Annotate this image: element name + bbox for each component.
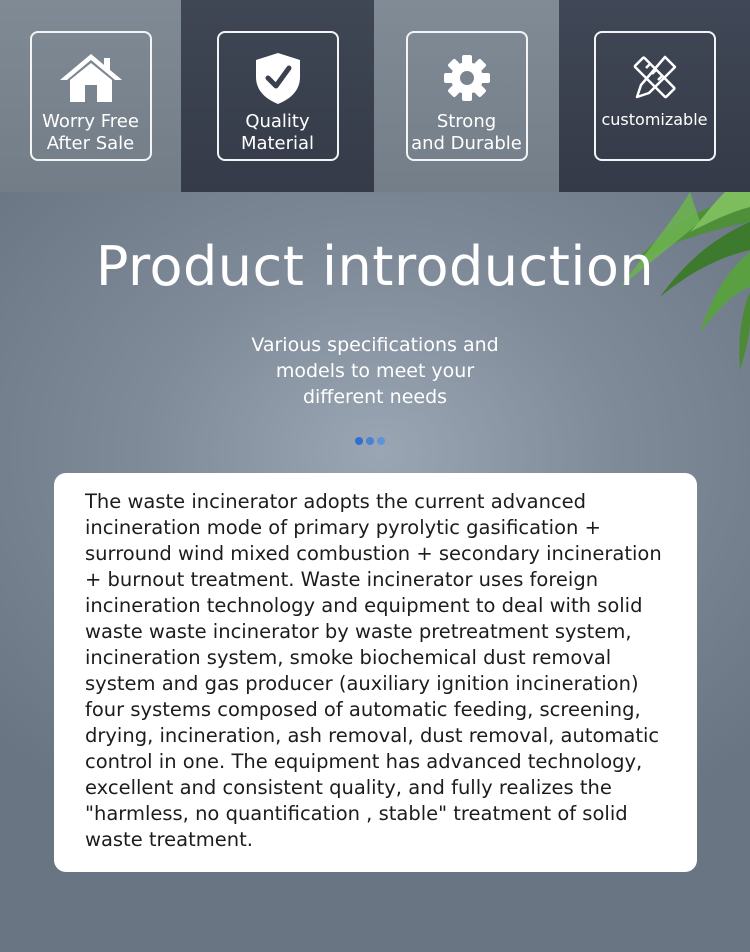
section-subtitle: Various specifications and models to meet your different needs xyxy=(251,334,499,408)
description-card xyxy=(54,473,697,872)
ruler-pencil-icon xyxy=(622,51,688,103)
feature-label: Quality Material xyxy=(240,111,315,154)
carousel-dots xyxy=(355,437,385,445)
feature-label: Worry Free After Sale xyxy=(42,111,139,154)
feature-box xyxy=(30,31,152,161)
gear-icon xyxy=(434,51,500,105)
feature-worry-free xyxy=(0,0,181,192)
description-text: The waste incinerator adopts the current advanced incineration mode of primary pyrolytic gasification + surround wind mixed combustion + secondary incineration + burnout treatment. Waste incinerator uses foreign incineration technology and equipment to deal with solid waste waste incinerator by waste pretreatment system, incineration system, smoke biochemical dust removal system and gas producer (auxiliary ignition incineration) four systems composed of automatic feeding, screening, drying, incineration, ash removal, dust removal, automatic control in one. The equipment has advanced technology, excellent and consistent quality, and fully realizes the "harmless, no quantification , stable" treatment of solid waste treatment. xyxy=(85,490,662,851)
carousel-dot[interactable] xyxy=(366,437,374,445)
house-icon xyxy=(58,51,124,105)
feature-custom xyxy=(559,0,750,192)
feature-box xyxy=(406,31,528,161)
carousel-dot-active[interactable] xyxy=(355,437,363,445)
feature-label: Strong and Durable xyxy=(411,111,522,154)
product-intro-section xyxy=(0,192,750,952)
feature-box xyxy=(594,31,716,161)
feature-durable xyxy=(374,0,559,192)
section-title: Product introduction xyxy=(95,235,655,298)
feature-box xyxy=(217,31,339,161)
shield-check-icon xyxy=(245,51,311,105)
carousel-dot[interactable] xyxy=(377,437,385,445)
feature-quality xyxy=(181,0,374,192)
feature-label: customizable xyxy=(601,110,708,129)
features-band xyxy=(0,0,750,192)
